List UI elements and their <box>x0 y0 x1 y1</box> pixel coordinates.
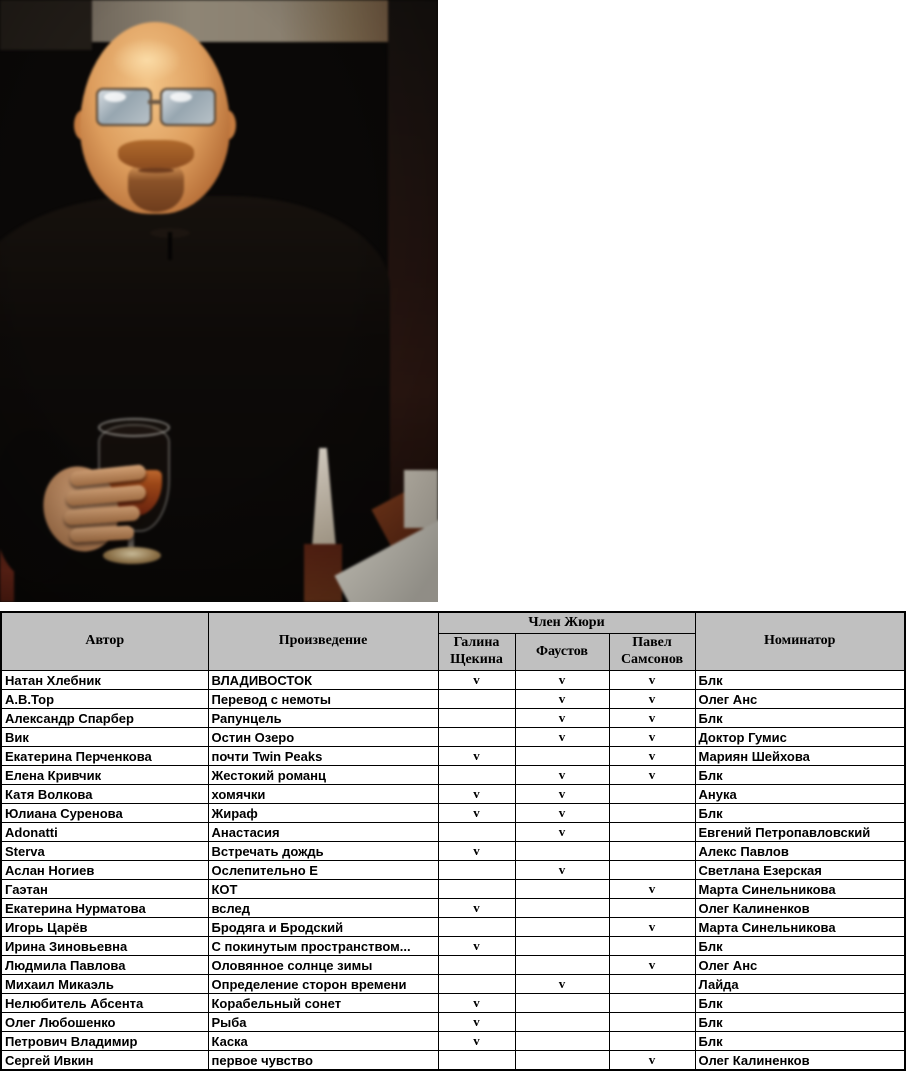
jury-mark-cell: v <box>609 709 695 728</box>
author-cell: А.В.Тор <box>1 690 208 709</box>
jury-member-header: Павел Самсонов <box>609 634 695 671</box>
nominator-cell: Блк <box>695 1013 905 1032</box>
jury-mark-cell: v <box>438 785 515 804</box>
work-cell: ВЛАДИВОСТОК <box>208 671 438 690</box>
jury-mark-cell <box>609 1013 695 1032</box>
jury-mark-cell <box>609 823 695 842</box>
work-cell: хомячки <box>208 785 438 804</box>
jury-mark-cell <box>438 975 515 994</box>
jury-mark-cell: v <box>515 671 609 690</box>
work-cell: первое чувство <box>208 1051 438 1071</box>
jury-mark-cell: v <box>515 785 609 804</box>
nominator-cell: Марта Синельникова <box>695 918 905 937</box>
author-cell: Сергей Ивкин <box>1 1051 208 1071</box>
author-cell: Игорь Царёв <box>1 918 208 937</box>
jury-mark-cell: v <box>438 937 515 956</box>
work-cell: Каска <box>208 1032 438 1051</box>
table-row <box>1 880 905 899</box>
table-row <box>1 766 905 785</box>
work-cell: Оловянное солнце зимы <box>208 956 438 975</box>
jury-mark-cell: v <box>515 690 609 709</box>
photo-vignette <box>0 0 438 602</box>
jury-mark-cell <box>609 861 695 880</box>
work-cell: Рыба <box>208 1013 438 1032</box>
jury-mark-cell <box>515 918 609 937</box>
nominator-cell: Олег Анс <box>695 956 905 975</box>
jury-mark-cell <box>609 899 695 918</box>
table-row <box>1 709 905 728</box>
author-cell: Екатерина Перченкова <box>1 747 208 766</box>
nominator-cell: Блк <box>695 994 905 1013</box>
jury-member-header: Фаустов <box>515 634 609 671</box>
table-row <box>1 975 905 994</box>
work-cell: Жираф <box>208 804 438 823</box>
jury-mark-cell <box>609 1032 695 1051</box>
nominator-cell: Марта Синельникова <box>695 880 905 899</box>
jury-mark-cell: v <box>609 766 695 785</box>
table-row <box>1 1032 905 1051</box>
author-cell: Вик <box>1 728 208 747</box>
jury-mark-cell <box>515 1032 609 1051</box>
jury-mark-cell <box>609 842 695 861</box>
author-cell: Sterva <box>1 842 208 861</box>
author-cell: Михаил Микаэль <box>1 975 208 994</box>
work-cell: почти Twin Peaks <box>208 747 438 766</box>
work-column-header: Произведение <box>208 612 438 671</box>
jury-mark-cell <box>438 690 515 709</box>
jury-mark-cell <box>515 1013 609 1032</box>
author-cell: Олег Любошенко <box>1 1013 208 1032</box>
table-row <box>1 785 905 804</box>
jury-mark-cell: v <box>438 1032 515 1051</box>
table-row <box>1 747 905 766</box>
jury-mark-cell <box>515 747 609 766</box>
nominator-cell: Олег Анс <box>695 690 905 709</box>
jury-mark-cell <box>515 1051 609 1071</box>
jury-mark-cell: v <box>515 823 609 842</box>
jury-mark-cell: v <box>609 956 695 975</box>
jury-mark-cell: v <box>438 747 515 766</box>
jury-mark-cell: v <box>438 1013 515 1032</box>
nominator-cell: Блк <box>695 709 905 728</box>
work-cell: Жестокий романц <box>208 766 438 785</box>
work-cell: Корабельный сонет <box>208 994 438 1013</box>
jury-mark-cell <box>515 880 609 899</box>
jury-mark-cell: v <box>609 1051 695 1071</box>
table-row <box>1 1051 905 1071</box>
table-body <box>1 671 905 1071</box>
table-row <box>1 956 905 975</box>
author-column-header: Автор <box>1 612 208 671</box>
jury-mark-cell: v <box>609 690 695 709</box>
table-row <box>1 690 905 709</box>
jury-mark-cell: v <box>438 671 515 690</box>
jury-mark-cell <box>609 994 695 1013</box>
work-cell: Определение сторон времени <box>208 975 438 994</box>
work-cell: Ослепительно Е <box>208 861 438 880</box>
nominator-cell: Лайда <box>695 975 905 994</box>
author-cell: Натан Хлебник <box>1 671 208 690</box>
jury-mark-cell <box>609 785 695 804</box>
work-cell: Перевод с немоты <box>208 690 438 709</box>
jury-mark-cell: v <box>515 861 609 880</box>
table-row <box>1 823 905 842</box>
jury-mark-cell <box>609 937 695 956</box>
jury-mark-cell <box>609 975 695 994</box>
author-cell: Людмила Павлова <box>1 956 208 975</box>
author-cell: Ирина Зиновьевна <box>1 937 208 956</box>
table-header <box>1 612 905 671</box>
header-row-group <box>1 612 905 634</box>
jury-mark-cell <box>515 956 609 975</box>
table-row <box>1 842 905 861</box>
jury-mark-cell: v <box>438 804 515 823</box>
table-row <box>1 728 905 747</box>
jury-mark-cell <box>438 823 515 842</box>
author-cell: Аслан Ногиев <box>1 861 208 880</box>
jury-mark-cell: v <box>515 766 609 785</box>
work-cell: Анастасия <box>208 823 438 842</box>
table-row <box>1 937 905 956</box>
nominator-cell: Олег Калиненков <box>695 899 905 918</box>
nominator-cell: Алекс Павлов <box>695 842 905 861</box>
jury-mark-cell <box>438 918 515 937</box>
work-cell: Встречать дождь <box>208 842 438 861</box>
jury-mark-cell <box>515 937 609 956</box>
table-row <box>1 671 905 690</box>
author-cell: Катя Волкова <box>1 785 208 804</box>
nominator-cell: Анука <box>695 785 905 804</box>
table-row <box>1 861 905 880</box>
jury-mark-cell <box>515 994 609 1013</box>
nominator-cell: Блк <box>695 1032 905 1051</box>
jury-mark-cell <box>438 709 515 728</box>
jury-mark-cell: v <box>609 880 695 899</box>
jury-mark-cell: v <box>515 975 609 994</box>
jury-mark-cell <box>515 899 609 918</box>
jury-mark-cell <box>438 1051 515 1071</box>
jury-mark-cell <box>438 880 515 899</box>
jury-member-header: Галина Щекина <box>438 634 515 671</box>
nominator-cell: Олег Калиненков <box>695 1051 905 1071</box>
jury-mark-cell: v <box>515 709 609 728</box>
nominator-cell: Блк <box>695 766 905 785</box>
jury-mark-cell: v <box>609 671 695 690</box>
jury-mark-cell <box>438 766 515 785</box>
jury-mark-cell: v <box>609 728 695 747</box>
jury-mark-cell <box>609 804 695 823</box>
jury-mark-cell <box>438 861 515 880</box>
jury-mark-cell: v <box>609 747 695 766</box>
work-cell: Остин Озеро <box>208 728 438 747</box>
work-cell: Рапунцель <box>208 709 438 728</box>
nominator-cell: Блк <box>695 671 905 690</box>
work-cell: КОТ <box>208 880 438 899</box>
table-row <box>1 918 905 937</box>
table-row <box>1 994 905 1013</box>
author-cell: Юлиана Суренова <box>1 804 208 823</box>
jury-mark-cell: v <box>515 728 609 747</box>
work-cell: вслед <box>208 899 438 918</box>
table-row <box>1 804 905 823</box>
jury-mark-cell: v <box>438 994 515 1013</box>
nominator-column-header: Номинатор <box>695 612 905 671</box>
author-cell: Нелюбитель Абсента <box>1 994 208 1013</box>
author-cell: Елена Кривчик <box>1 766 208 785</box>
jury-mark-cell: v <box>609 918 695 937</box>
nominator-cell: Мариян Шейхова <box>695 747 905 766</box>
jury-mark-cell: v <box>515 804 609 823</box>
author-cell: Александр Спарбер <box>1 709 208 728</box>
nominator-cell: Светлана Езерская <box>695 861 905 880</box>
author-cell: Екатерина Нурматова <box>1 899 208 918</box>
table-row <box>1 899 905 918</box>
portrait-photo <box>0 0 438 602</box>
jury-group-header: Член Жюри <box>438 612 695 634</box>
jury-mark-cell <box>438 956 515 975</box>
jury-mark-cell <box>515 842 609 861</box>
work-cell: С покинутым пространством... <box>208 937 438 956</box>
work-cell: Бродяга и Бродский <box>208 918 438 937</box>
author-cell: Adonatti <box>1 823 208 842</box>
nominator-cell: Доктор Гумис <box>695 728 905 747</box>
author-cell: Гаэтан <box>1 880 208 899</box>
nominator-cell: Евгений Петропавловский <box>695 823 905 842</box>
jury-mark-cell: v <box>438 842 515 861</box>
jury-mark-cell <box>438 728 515 747</box>
nominator-cell: Блк <box>695 937 905 956</box>
author-cell: Петрович Владимир <box>1 1032 208 1051</box>
jury-mark-cell: v <box>438 899 515 918</box>
jury-results-table <box>0 611 906 1071</box>
nominator-cell: Блк <box>695 804 905 823</box>
table-row <box>1 1013 905 1032</box>
